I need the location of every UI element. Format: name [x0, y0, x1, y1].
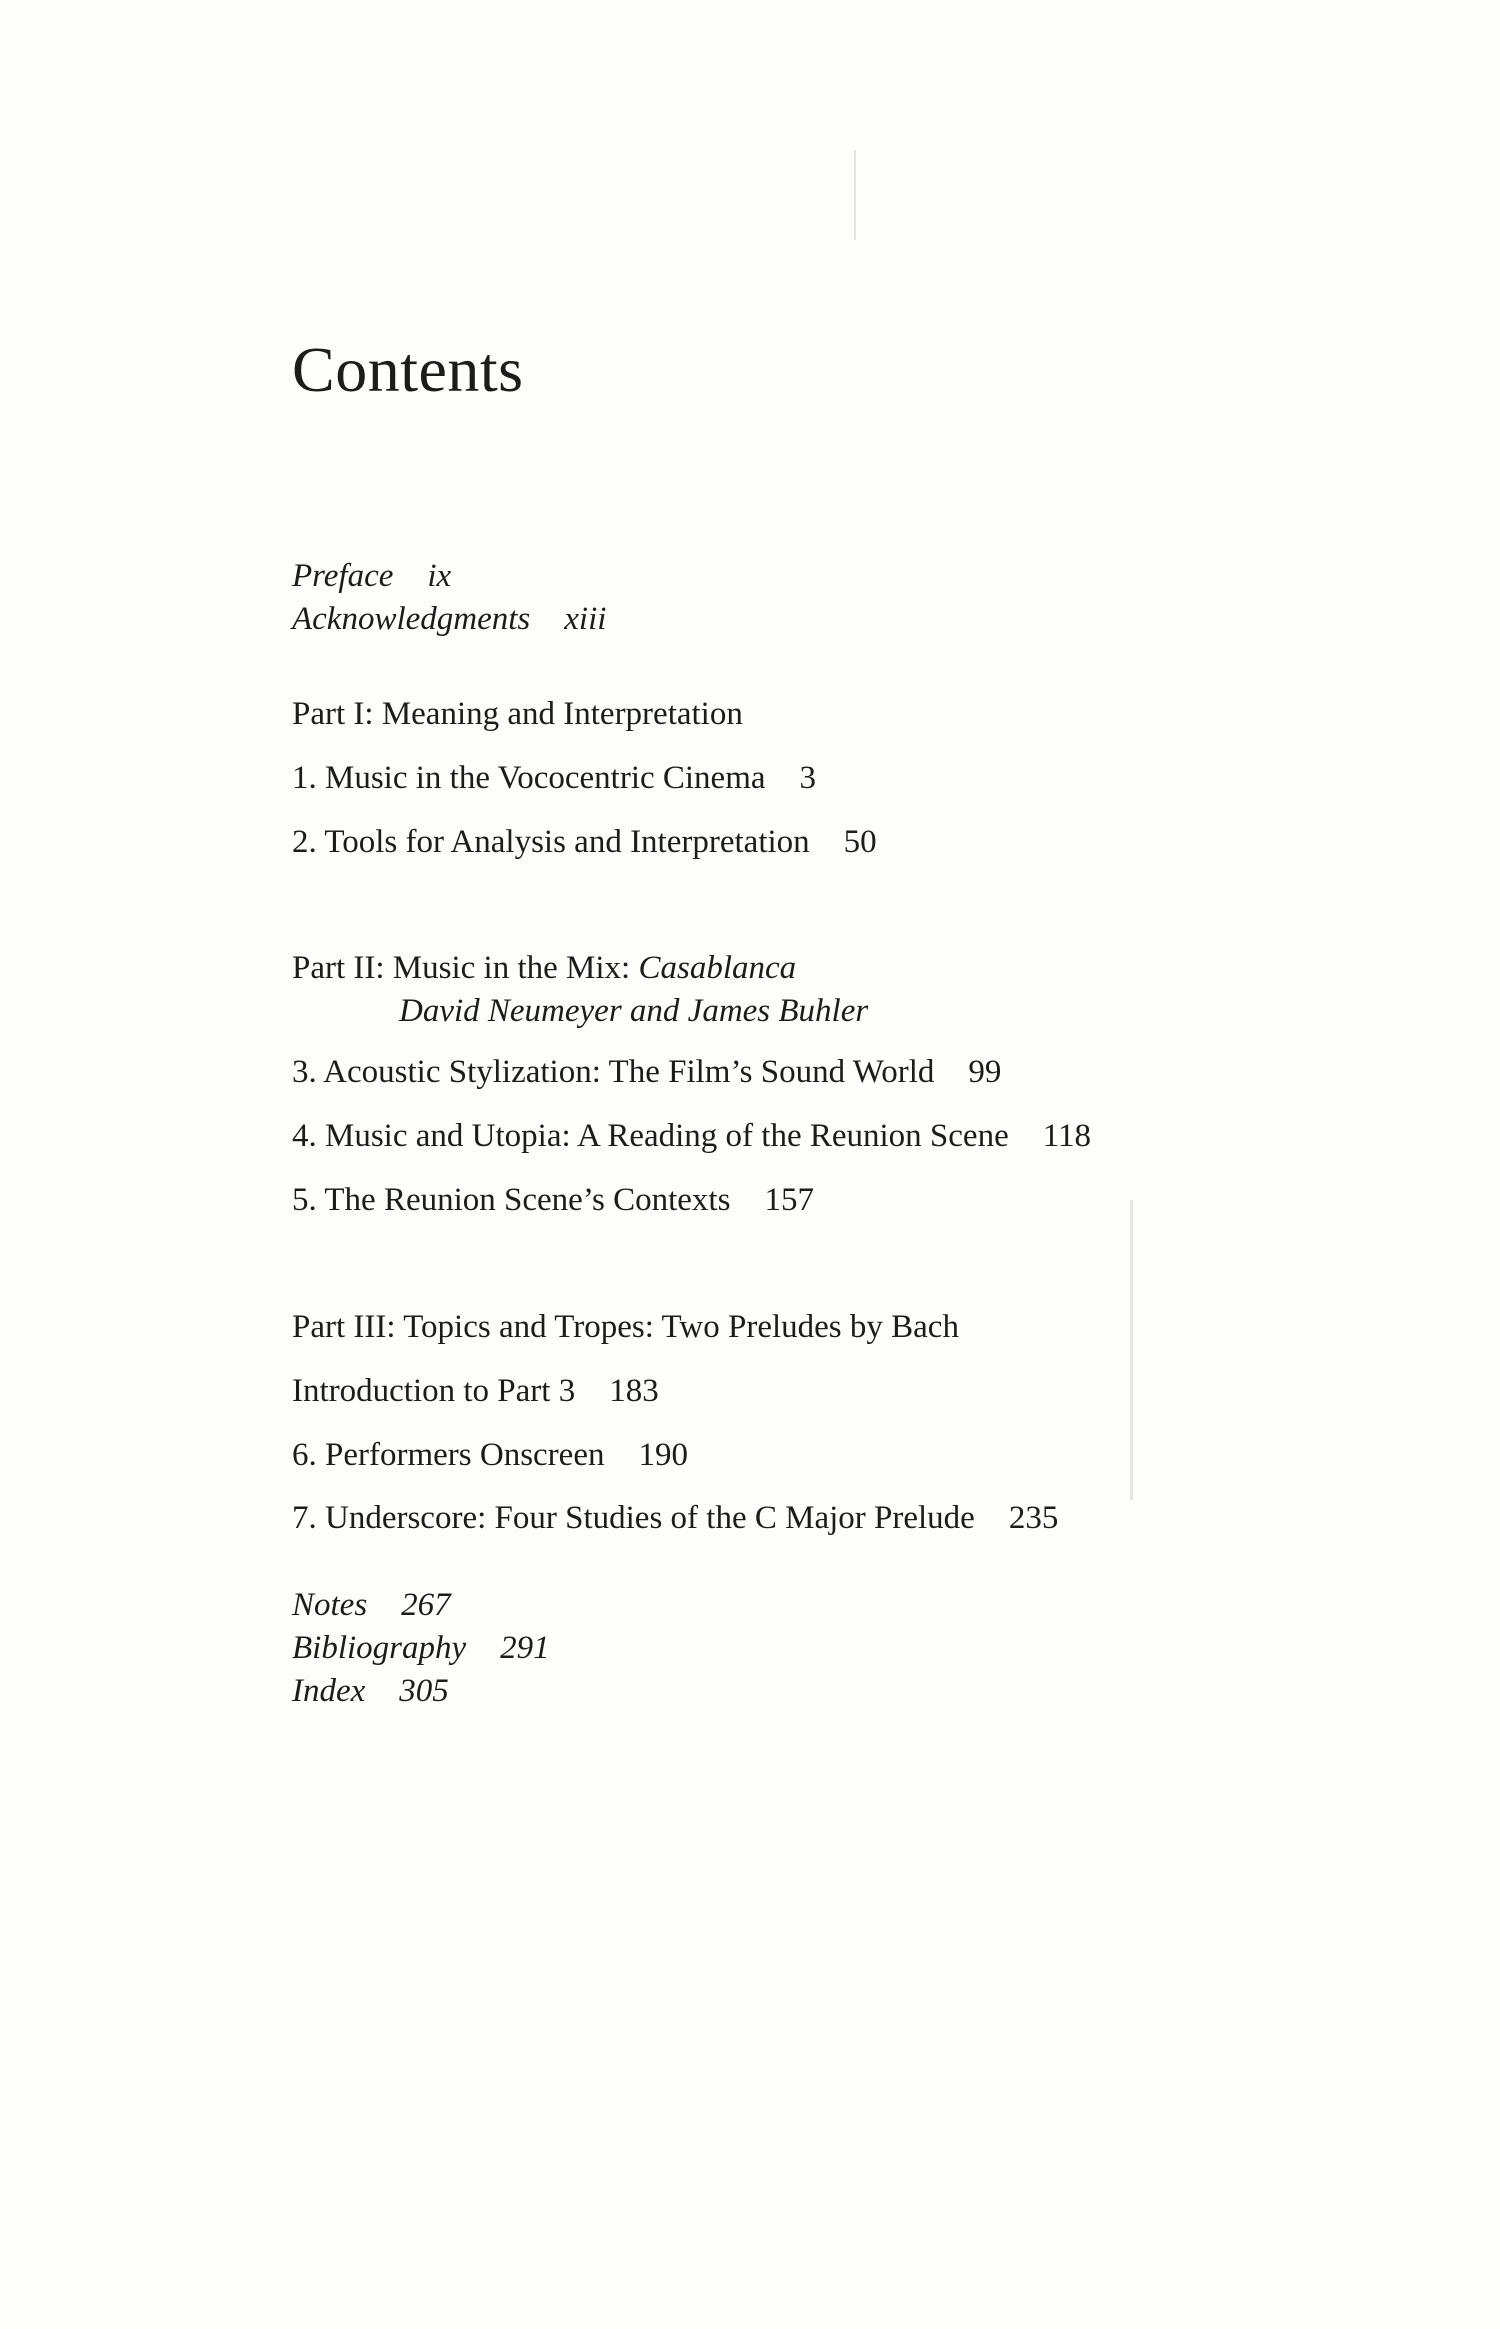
scan-artifact	[854, 150, 856, 240]
toc-entry-page: ix	[427, 558, 452, 594]
toc-entry-label: Acknowledgments	[292, 601, 531, 637]
toc-entry-page: 235	[1008, 1500, 1059, 1536]
toc-entry-chapter-5[interactable]	[292, 1184, 814, 1217]
part-heading	[292, 952, 796, 985]
toc-entry-page: 267	[401, 1587, 451, 1623]
toc-entry-acknowledgments[interactable]	[292, 603, 606, 636]
toc-entry-label: 2. Tools for Analysis and Interpretation	[292, 824, 810, 860]
toc-entry-label: Bibliography	[292, 1630, 467, 1666]
toc-entry-page: 291	[500, 1630, 550, 1666]
toc-entry-chapter-4[interactable]	[292, 1120, 1091, 1153]
toc-entry-page: 157	[764, 1182, 814, 1218]
toc-entry-page: 183	[609, 1373, 659, 1409]
toc-entry-label: 6. Performers Onscreen	[292, 1437, 605, 1473]
toc-entry-page: 50	[843, 824, 877, 860]
part-authors: David Neumeyer and James Buhler	[399, 993, 869, 1029]
toc-entry-chapter-3[interactable]	[292, 1056, 1001, 1089]
toc-entry-label: Introduction to Part 3	[292, 1373, 576, 1409]
toc-entry-label: 5. The Reunion Scene’s Contexts	[292, 1182, 731, 1218]
toc-entry-label: 1. Music in the Vococentric Cinema	[292, 760, 766, 796]
toc-entry-chapter-6[interactable]	[292, 1439, 688, 1472]
toc-entry-page: 3	[799, 760, 817, 796]
toc-entry-label: Preface	[292, 558, 394, 594]
toc-entry-label: Index	[292, 1673, 366, 1709]
toc-entry-bibliography[interactable]	[292, 1632, 550, 1665]
part-heading: Part III: Topics and Tropes: Two Preludes by Bach	[292, 1309, 959, 1345]
part-heading-text: Part II: Music in the Mix:	[292, 950, 639, 986]
page-title: Contents	[292, 334, 524, 405]
toc-entry-chapter-2[interactable]	[292, 826, 877, 859]
toc-entry-chapter-7[interactable]	[292, 1502, 1058, 1535]
part-heading-film-title: Casablanca	[638, 950, 797, 986]
toc-entry-introduction-part-3[interactable]	[292, 1375, 659, 1408]
part-heading: Part I: Meaning and Interpretation	[292, 696, 743, 732]
toc-entry-page: 118	[1042, 1118, 1091, 1154]
toc-entry-index[interactable]	[292, 1675, 449, 1708]
toc-entry-page: 190	[638, 1437, 688, 1473]
toc-entry-label: 3. Acoustic Stylization: The Film’s Sound World	[292, 1054, 935, 1090]
toc-entry-page: 305	[399, 1673, 449, 1709]
toc-entry-notes[interactable]	[292, 1589, 451, 1622]
toc-entry-chapter-1[interactable]	[292, 762, 816, 795]
toc-entry-label: 7. Underscore: Four Studies of the C Major Prelude	[292, 1500, 975, 1536]
toc-entry-preface[interactable]	[292, 560, 451, 593]
toc-entry-label: Notes	[292, 1587, 368, 1623]
toc-entry-page: xiii	[564, 601, 607, 637]
scan-artifact	[1130, 1200, 1133, 1500]
toc-entry-page: 99	[968, 1054, 1002, 1090]
toc-entry-label: 4. Music and Utopia: A Reading of the Reunion Scene	[292, 1118, 1009, 1154]
